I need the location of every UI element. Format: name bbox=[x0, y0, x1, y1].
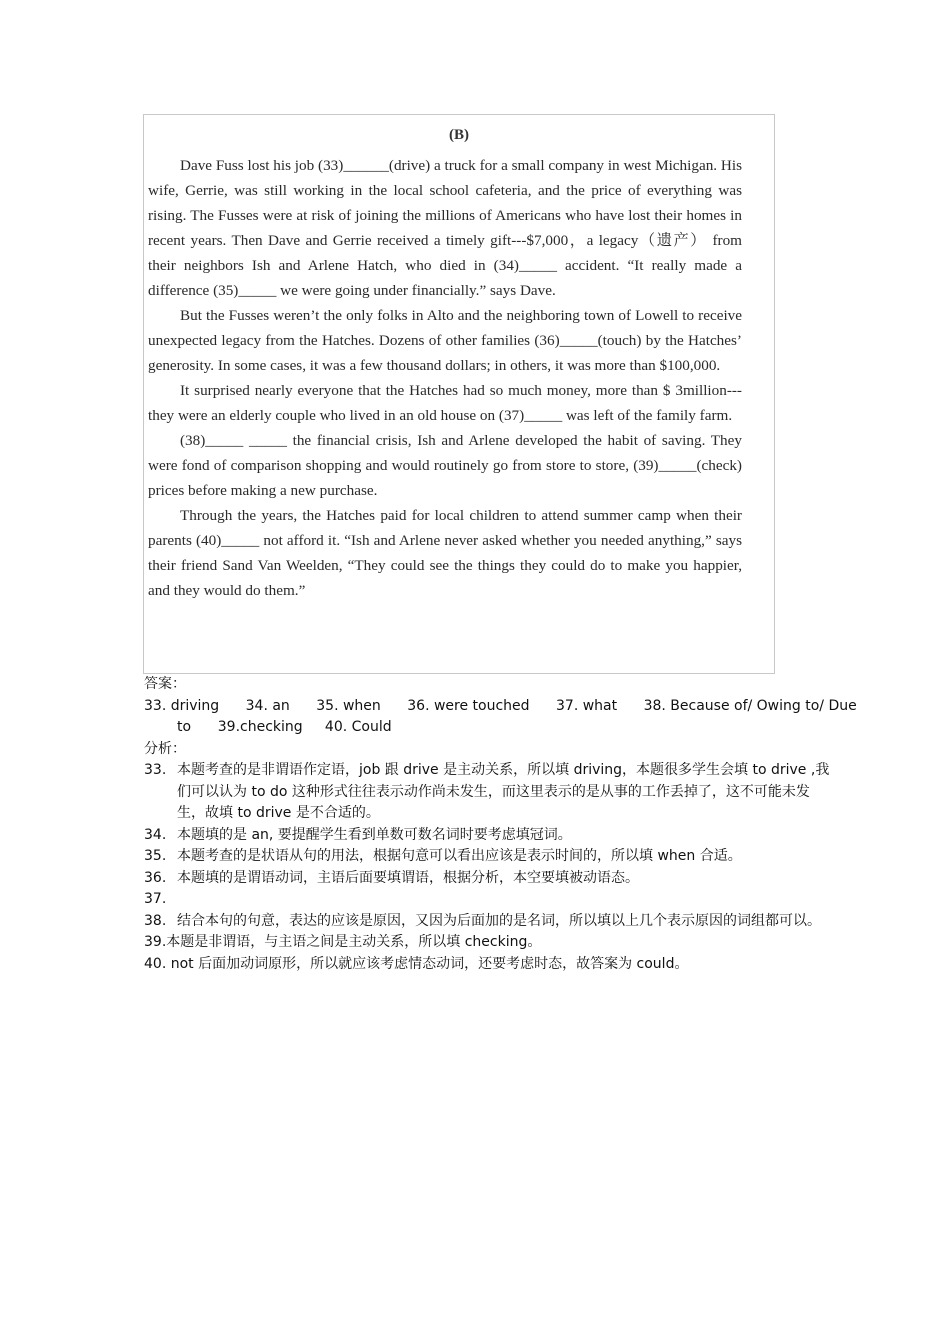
analysis-item-34 bbox=[144, 825, 834, 847]
passage-paragraph-2: But the Fusses weren’t the only folks in Alto and the neighboring town of Lowell to receive unexpected legacy from the Hatches. Dozens of other families (36)_____(touch) by the Hatches’ generosity. In some cases, it was a few thousand dollars; in others, it was more than $100,000. bbox=[148, 307, 742, 374]
analysis-label: 分析： bbox=[144, 740, 186, 757]
analysis-number: 33. bbox=[144, 762, 167, 778]
answer-34: 34. an bbox=[245, 697, 290, 714]
passage-paragraph-4: (38)_____ _____ the financial crisis, Ish and Arlene developed the habit of saving. They were fond of comparison shopping and would routinely go from store to store, (39)_____(check) prices before making a new purchase. bbox=[148, 432, 742, 499]
answer-35: 35. when bbox=[316, 697, 381, 714]
passage-heading: (B) bbox=[449, 127, 469, 143]
analysis-number: 35. bbox=[144, 848, 167, 864]
analysis-item-37 bbox=[144, 889, 834, 911]
analysis-item-38 bbox=[144, 911, 834, 933]
answers-line-2: to 39.checking 40. Could bbox=[177, 719, 392, 735]
analysis-item-40: 40. not 后面加动词原形，所以就应该考虑情态动词，还要考虑时态，故答案为 could。 bbox=[144, 955, 689, 972]
analysis-number: 34. bbox=[144, 826, 167, 843]
answer-section bbox=[144, 674, 857, 975]
analysis-text: 本题填的是谓语动词，主语后面要填谓语，根据分析，本空要填被动语态。 bbox=[177, 869, 639, 886]
analysis-item-39: 39.本题是非谓语，与主语之间是主动关系，所以填 checking。 bbox=[144, 934, 542, 950]
analysis-number: 38. bbox=[144, 912, 167, 929]
scanned-passage-image bbox=[143, 114, 775, 674]
answer-37: 37. what bbox=[556, 697, 618, 714]
answer-33: 33. driving bbox=[144, 697, 220, 714]
analysis-item-36 bbox=[144, 868, 834, 890]
analysis-item-33 bbox=[144, 760, 834, 825]
answers-label: 答案： bbox=[144, 676, 186, 692]
passage-paragraph-5: Through the years, the Hatches paid for local children to attend summer camp when their parents (40)_____ not afford it. “Ish and Arlene never asked whether you needed anything,” says their friend Sand Van Weelden, “They could see the things they could do to make you happier, and they would do them.” bbox=[148, 507, 742, 599]
answer-38: 38. Because of/ Owing to/ Due bbox=[643, 697, 857, 714]
analysis-item-35 bbox=[144, 846, 834, 868]
passage-paragraph-1: Dave Fuss lost his job (33)______(drive) a truck for a small company in west Michigan. His wife, Gerrie, was still working in the local school cafeteria, and the price of everything was rising. The Fusses were at risk of joining the millions of Americans who have lost their homes in recent years. Then Dave and Gerrie received a timely gift---$7,000，a legacy（遗产） from their neighbors Ish and Arlene Hatch, who died in (34)_____ accident. “It really made a difference (35)_____ we were going under financially.” says Dave. bbox=[148, 157, 742, 299]
analysis-number: 37. bbox=[144, 891, 167, 907]
analysis-text: 本题考查的是非谓语作定语，job 跟 drive 是主动关系，所以填 driving，本题很多学生会填 to drive ,我们可以认为 to do 这种形式往往表示动作尚未发生，而这里表示的是从事的工作丢掉了，这不可能未发生，故填 to drive 是不合适的。 bbox=[177, 762, 830, 821]
analysis-text: 结合本句的句意，表达的应该是原因，又因为后面加的是名词，所以填以上几个表示原因的词组都可以。 bbox=[177, 912, 821, 929]
passage-paragraph-3: It surprised nearly everyone that the Hatches had so much money, more than $ 3million---they were an elderly couple who lived in an old house on (37)_____ was left of the family farm. bbox=[148, 382, 742, 424]
analysis-text: 本题填的是 an, 要提醒学生看到单数可数名词时要考虑填冠词。 bbox=[177, 826, 572, 843]
passage-body bbox=[148, 153, 742, 603]
analysis-text: 本题考查的是状语从句的用法，根据句意可以看出应该是表示时间的，所以填 when 合适。 bbox=[177, 848, 742, 864]
answers-line-1 bbox=[144, 696, 857, 718]
analysis-number: 36. bbox=[144, 869, 167, 886]
answer-36: 36. were touched bbox=[407, 697, 530, 714]
